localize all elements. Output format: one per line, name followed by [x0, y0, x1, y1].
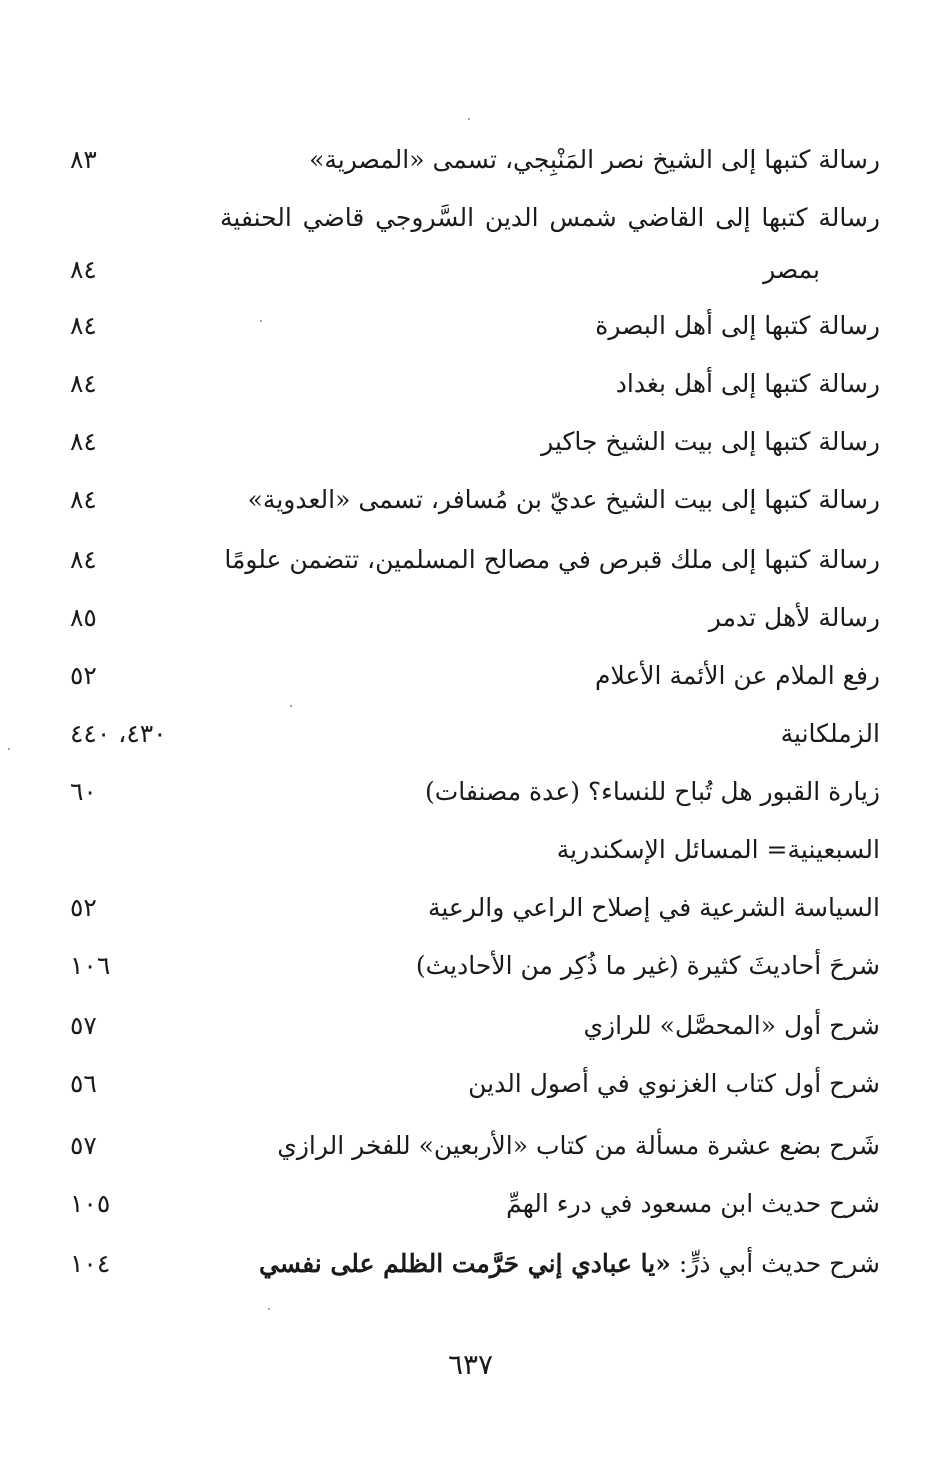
index-entry: [70, 598, 880, 648]
page-number: ٦٣٧: [447, 1348, 494, 1381]
index-entry: [70, 1126, 880, 1176]
entry-pages: ٨٥: [70, 603, 97, 632]
entry-pages: ٨٣: [70, 145, 97, 174]
entry-pages: ١٠٦: [70, 951, 111, 980]
entry-title: رسالة كتبها إلى أهل البصرة: [595, 311, 880, 340]
index-entry: [70, 198, 880, 248]
print-speck: [290, 705, 292, 707]
index-entry: [70, 364, 880, 414]
entry-pages: ٨٤: [70, 545, 97, 574]
entry-title-plain: شرح حديث أبي ذرٍّ:: [670, 1249, 880, 1278]
entry-title-line-1: رسالة كتبها إلى القاضي شمس الدين السَّروجي قاضي الحنفية: [220, 203, 880, 232]
entry-pages: ٨٤: [70, 255, 97, 284]
entry-title: السبعينية= المسائل الإسكندرية: [556, 835, 880, 864]
entry-title-quote: «يا عبادي إني حَرَّمت الظلم على نفسي: [258, 1249, 671, 1278]
entry-title: شرح أول «المحصَّل» للرازي: [583, 1011, 880, 1040]
entry-title: رسالة كتبها إلى بيت الشيخ جاكير: [541, 427, 880, 456]
entry-title: السياسة الشرعية في إصلاح الراعي والرعية: [427, 893, 880, 922]
index-entry: [70, 714, 880, 764]
index-entry: [70, 946, 880, 996]
entry-pages: ٨٤: [70, 311, 97, 340]
index-entry: [70, 772, 880, 822]
print-speck: [8, 748, 10, 750]
index-entry-continuation: [70, 250, 880, 300]
entry-pages: ٥٦: [70, 1069, 97, 1098]
index-entry: [70, 1184, 880, 1234]
index-entry: [70, 540, 880, 590]
print-speck: [268, 1308, 270, 1310]
index-entry: [70, 888, 880, 938]
entry-title: شَرح بضع عشرة مسألة من كتاب «الأربعين» للفخر الرازي: [277, 1131, 880, 1160]
index-entry: [70, 480, 880, 530]
entry-title: رسالة كتبها إلى ملك قبرص في مصالح المسلمين، تتضمن علومًا: [224, 545, 880, 574]
print-speck: [468, 118, 470, 120]
entry-pages: ٥٧: [70, 1011, 97, 1040]
entry-title: شرح حديث ابن مسعود في درء الهمِّ: [506, 1189, 880, 1218]
index-entry: [70, 830, 880, 880]
entry-pages: ١٠٤: [70, 1249, 111, 1278]
entry-title: رسالة لأهل تدمر: [708, 603, 880, 632]
entry-title: [259, 1244, 880, 1284]
index-entry: [70, 306, 880, 356]
entry-title-line-2: بمصر: [763, 255, 820, 284]
entry-pages: ٨٤: [70, 485, 97, 514]
print-speck: [260, 320, 262, 322]
index-entry: [70, 656, 880, 706]
entry-pages: ٨٤: [70, 427, 97, 456]
entry-pages: ٤٣٠، ٤٤٠: [70, 719, 167, 748]
entry-title: زيارة القبور هل تُباح للنساء؟ (عدة مصنفات): [424, 777, 880, 806]
entry-title: شرح أول كتاب الغزنوي في أصول الدين: [468, 1069, 880, 1098]
entry-title: رسالة كتبها إلى بيت الشيخ عديّ بن مُسافر، تسمى «العدوية»: [247, 485, 880, 514]
entry-pages: ٦٠: [70, 777, 97, 806]
entry-title: شرحَ أحاديثَ كثيرة (غير ما ذُكِر من الأحاديث): [415, 951, 880, 980]
index-entry: [70, 1244, 880, 1294]
index-entry: [70, 1064, 880, 1114]
index-entry: [70, 422, 880, 472]
entry-pages: ١٠٥: [70, 1189, 111, 1218]
entry-title: رفع الملام عن الأئمة الأعلام: [594, 661, 880, 690]
entry-title: رسالة كتبها إلى الشيخ نصر المَنْبِجي، تسمى «المصرية»: [309, 145, 880, 174]
index-entry: [70, 1006, 880, 1056]
entry-pages: ٨٤: [70, 369, 97, 398]
entry-title: رسالة كتبها إلى أهل بغداد: [615, 369, 880, 398]
entry-pages: ٥٧: [70, 1131, 97, 1160]
entry-title: الزملكانية: [780, 719, 880, 748]
entry-pages: ٥٢: [70, 661, 97, 690]
entry-pages: ٥٢: [70, 893, 97, 922]
index-entry: [70, 140, 880, 190]
